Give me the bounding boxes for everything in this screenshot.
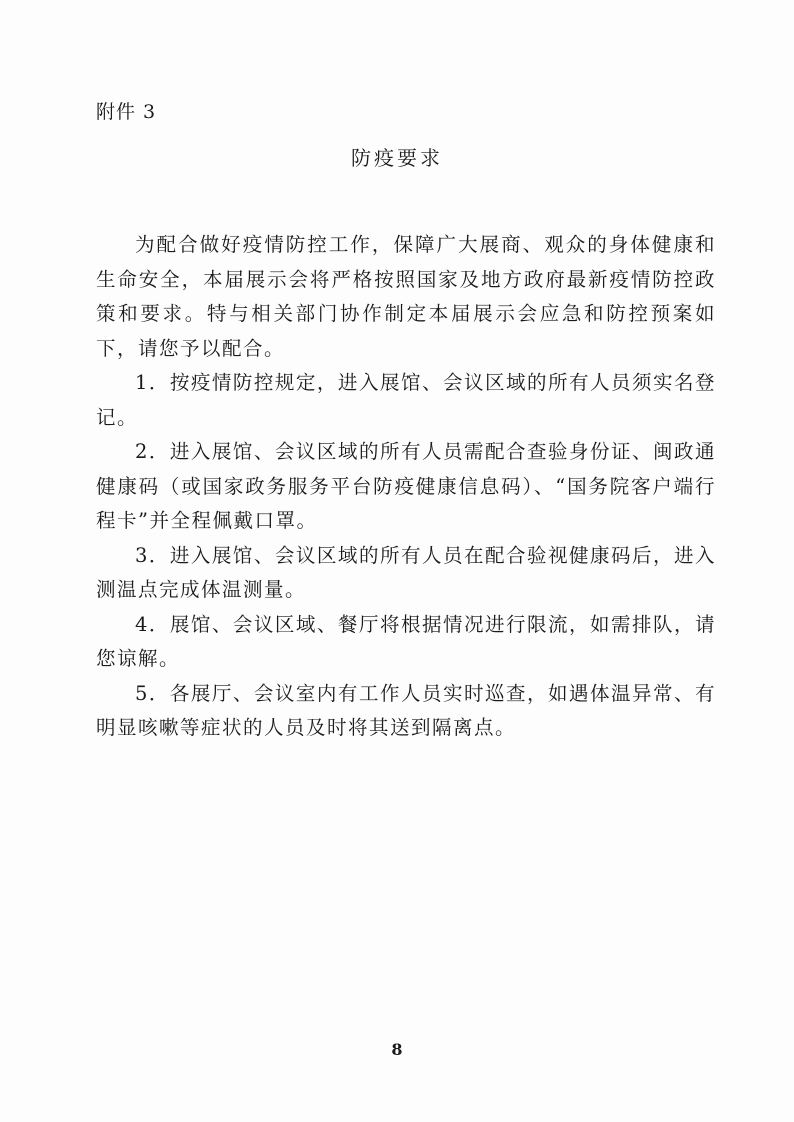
requirement-item-1: 1．按疫情防控规定，进入展馆、会议区域的所有人员须实名登记。 xyxy=(96,371,716,429)
requirement-item-4: 4．展馆、会议区域、餐厅将根据情况进行限流，如需排队，请您谅解。 xyxy=(96,612,716,670)
document-body xyxy=(96,228,716,746)
requirement-item-3: 3．进入展馆、会议区域的所有人员在配合验视健康码后，进入测温点完成体温测量。 xyxy=(96,543,716,601)
requirement-item-2: 2．进入展馆、会议区域的所有人员需配合查验身份证、闽政通健康码（或国家政务服务平台防疫健康信息码）、“国务院客户端行程卡”并全程佩戴口罩。 xyxy=(96,440,716,532)
intro-paragraph: 为配合做好疫情防控工作，保障广大展商、观众的身体健康和生命安全，本届展示会将严格按照国家及地方政府最新疫情防控政策和要求。特与相关部门协作制定本届展示会应急和防控预案如下，请您予以配合。 xyxy=(96,233,716,360)
requirement-item-5: 5．各展厅、会议室内有工作人员实时巡查，如遇体温异常、有明显咳嗽等症状的人员及时将其送到隔离点。 xyxy=(96,681,716,739)
document-title: 防疫要求 xyxy=(351,146,443,170)
page-number: 8 xyxy=(391,1040,403,1059)
attachment-label: 附件 3 xyxy=(96,101,157,123)
